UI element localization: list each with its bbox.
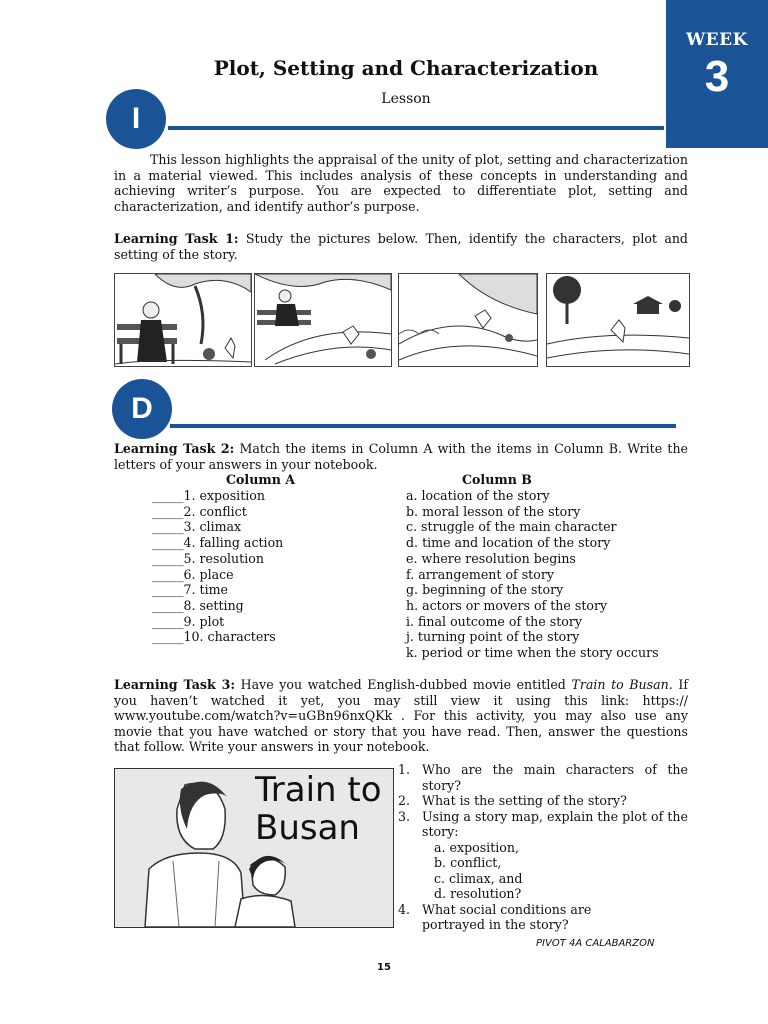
subquestion-item: a. exposition, (434, 839, 519, 855)
question-item (398, 902, 688, 918)
story-picture-4 (546, 273, 690, 367)
task3-movie-title: Train to Busan (571, 677, 669, 692)
story-picture-1 (114, 273, 252, 367)
question-text: Using a story map, explain the plot of the story: (422, 808, 688, 839)
task3-text-1: Have you watched English-dubbed movie entitled (235, 677, 572, 692)
page-subtitle: Lesson (381, 91, 431, 107)
column-b-item: i. final outcome of the story (406, 613, 582, 629)
page-title: Plot, Setting and Characterization (213, 56, 599, 80)
subquestions (398, 840, 688, 902)
question-text: What is the setting of the story? (422, 793, 627, 808)
task3-label: Learning Task 3: (114, 677, 236, 692)
question-number: 2. (398, 793, 411, 808)
column-b-list (406, 488, 659, 661)
column-a-item: _____4. falling action (152, 535, 284, 551)
column-b-item: k. period or time when the story occurs (406, 645, 659, 661)
task3-text-2: . If you haven’t watched it yet, you may still view it using this link: https:// www.youtube.com/watch?v=uGBn96nxQKk . For this activity, you may also use any movie that you have watched or story that you have read. Then, answer the questions that follow. Write your answers in your notebook. (114, 677, 688, 755)
column-a-item: _____3. climax (152, 519, 242, 535)
task1-label: Learning Task 1: (114, 231, 239, 246)
column-a-item: _____7. time (152, 582, 228, 598)
subquestion-item: c. climax, and (434, 870, 523, 886)
column-a-list (152, 488, 283, 645)
question-item (398, 809, 688, 840)
questions-list (398, 762, 688, 933)
column-a-item: _____5. resolution (152, 550, 264, 566)
column-b-item: a. location of the story (406, 488, 550, 503)
intro-paragraph: This lesson highlights the appraisal of the unity of plot, setting and characterization in a material viewed. This includes analysis of these concepts in understanding and achieving writer’s purpose. You are expected to differentiate plot, setting and characterization, and identify author’s purpose. (114, 152, 688, 214)
week-label: WEEK (686, 30, 748, 50)
week-tab (666, 0, 768, 148)
question-number: 4. (398, 901, 411, 917)
column-b-item: b. moral lesson of the story (406, 503, 581, 519)
column-a-header: Column A (226, 472, 296, 487)
question-text-line1: What social conditions are (422, 901, 592, 917)
subquestion-item: b. conflict, (434, 855, 502, 870)
column-a-item: _____9. plot (152, 613, 225, 629)
task2-label: Learning Task 2: (114, 441, 235, 456)
footer-text: PIVOT 4A CALABARZON (536, 938, 655, 949)
page-number: 15 (377, 962, 391, 973)
section-d-rule (170, 424, 676, 428)
story-picture-2 (254, 273, 392, 367)
column-a-item: _____10. characters (152, 629, 276, 645)
column-b-item: g. beginning of the story (406, 582, 564, 598)
question-number: 3. (398, 808, 411, 824)
task2-text: Match the items in Column A with the items in Column B. Write the letters of your answers in your notebook. (114, 441, 689, 472)
task2-paragraph (114, 441, 688, 472)
week-number: 3 (704, 52, 730, 101)
task1-text: Study the pictures below. Then, identify the characters, plot and setting of the story. (114, 231, 688, 262)
poster-title-line2: Busan (255, 808, 360, 848)
section-i-rule (168, 126, 664, 130)
column-a-item: _____6. place (152, 566, 234, 582)
section-d-badge: D (112, 379, 172, 439)
task3-paragraph (114, 677, 688, 755)
story-picture-3 (398, 273, 538, 367)
column-b-item: f. arrangement of story (406, 566, 554, 582)
column-b-item: d. time and location of the story (406, 535, 611, 551)
column-a-item: _____2. conflict (152, 503, 247, 519)
column-b-item: e. where resolution begins (406, 550, 576, 566)
poster-title (255, 771, 382, 847)
question-item (398, 793, 688, 809)
poster-title-line1: Train to (255, 770, 382, 810)
column-a-item: _____8. setting (152, 597, 244, 613)
section-i-badge: I (106, 89, 166, 149)
task1-paragraph (114, 231, 688, 262)
column-a-item: _____1. exposition (152, 488, 265, 503)
column-b-item: c. struggle of the main character (406, 519, 617, 535)
subquestion-item: d. resolution? (434, 886, 522, 901)
column-b-item: j. turning point of the story (406, 629, 580, 645)
question-number: 1. (398, 762, 411, 777)
question-text: Who are the main characters of the story? (422, 762, 688, 793)
question-text-line2: portrayed in the story? (422, 917, 569, 932)
question-item (398, 762, 688, 793)
column-b-item: h. actors or movers of the story (406, 597, 608, 613)
column-b-header: Column B (462, 472, 532, 487)
movie-poster (114, 768, 394, 928)
